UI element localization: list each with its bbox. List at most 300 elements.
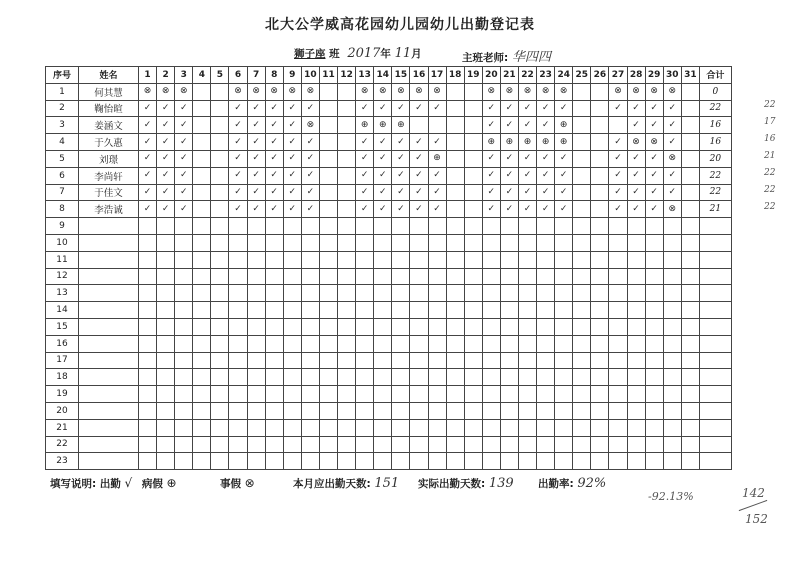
attendance-cell <box>555 419 573 436</box>
attendance-cell <box>464 453 482 470</box>
attendance-cell <box>374 218 392 235</box>
attendance-cell <box>573 201 591 218</box>
attendance-cell <box>211 369 229 386</box>
attendance-cell <box>518 369 536 386</box>
attendance-cell <box>663 251 681 268</box>
attendance-cell: ✓ <box>374 184 392 201</box>
attendance-cell <box>211 251 229 268</box>
form-title: 北大公学威高花园幼儿园幼儿出勤登记表 <box>265 17 535 33</box>
table-row <box>46 184 732 201</box>
table-row <box>46 218 732 235</box>
attendance-cell <box>627 251 645 268</box>
attendance-cell <box>338 117 356 134</box>
attendance-cell <box>157 369 175 386</box>
attendance-cell <box>681 268 699 285</box>
attendance-cell <box>573 285 591 302</box>
attendance-cell <box>518 218 536 235</box>
student-name: 刘璟 <box>79 150 139 167</box>
attendance-cell <box>392 386 410 403</box>
attendance-cell <box>573 117 591 134</box>
attendance-cell <box>338 268 356 285</box>
attendance-cell: ✓ <box>283 117 301 134</box>
attendance-cell <box>681 201 699 218</box>
attendance-cell <box>157 453 175 470</box>
attendance-cell <box>319 419 337 436</box>
attendance-cell <box>157 218 175 235</box>
table-row <box>46 402 732 419</box>
attendance-cell <box>193 453 211 470</box>
attendance-cell <box>211 453 229 470</box>
table-row <box>46 386 732 403</box>
header-day: 6 <box>229 67 247 84</box>
attendance-cell <box>211 436 229 453</box>
attendance-cell <box>319 218 337 235</box>
attendance-cell <box>211 419 229 436</box>
attendance-cell <box>410 268 428 285</box>
student-name: 鞠怡暄 <box>79 100 139 117</box>
attendance-cell <box>175 386 193 403</box>
row-number: 12 <box>46 268 79 285</box>
header-day: 5 <box>211 67 229 84</box>
teacher-label: 主班老师: <box>462 52 509 64</box>
student-name <box>79 352 139 369</box>
attendance-cell <box>410 352 428 369</box>
attendance-cell: ⊗ <box>301 83 319 100</box>
rate-label: 出勤率: <box>538 478 574 490</box>
student-name <box>79 386 139 403</box>
attendance-cell: ✓ <box>627 100 645 117</box>
attendance-cell: ✓ <box>265 150 283 167</box>
attendance-cell <box>573 100 591 117</box>
attendance-cell <box>663 285 681 302</box>
attendance-cell <box>645 419 663 436</box>
attendance-cell <box>247 369 265 386</box>
table-row <box>46 335 732 352</box>
attendance-cell <box>591 83 609 100</box>
attendance-cell <box>265 218 283 235</box>
attendance-cell <box>500 419 518 436</box>
row-total <box>699 268 731 285</box>
attendance-cell: ⊕ <box>428 150 446 167</box>
attendance-cell <box>482 234 500 251</box>
attendance-cell: ✓ <box>301 201 319 218</box>
attendance-cell <box>446 251 464 268</box>
table-row <box>46 83 732 100</box>
attendance-cell <box>482 419 500 436</box>
attendance-cell <box>319 234 337 251</box>
header-day: 27 <box>609 67 627 84</box>
attendance-cell <box>482 335 500 352</box>
attendance-cell <box>392 352 410 369</box>
attendance-cell: ✓ <box>247 201 265 218</box>
student-name <box>79 453 139 470</box>
attendance-cell <box>555 234 573 251</box>
year-value: 2017 <box>347 46 381 61</box>
attendance-cell <box>609 302 627 319</box>
attendance-cell <box>428 218 446 235</box>
attendance-cell <box>428 419 446 436</box>
student-name <box>79 268 139 285</box>
student-name: 于久惠 <box>79 134 139 151</box>
attendance-cell <box>609 453 627 470</box>
attendance-cell <box>482 386 500 403</box>
header-day: 7 <box>247 67 265 84</box>
sick-symbol: ⊕ <box>166 476 177 490</box>
attendance-cell <box>627 402 645 419</box>
attendance-cell <box>464 218 482 235</box>
row-number: 11 <box>46 251 79 268</box>
attendance-cell <box>555 386 573 403</box>
attendance-cell <box>609 117 627 134</box>
attendance-cell <box>410 302 428 319</box>
attendance-cell <box>319 251 337 268</box>
row-number: 8 <box>46 201 79 218</box>
attendance-cell <box>464 436 482 453</box>
attendance-cell <box>410 285 428 302</box>
attendance-cell <box>193 268 211 285</box>
attendance-cell <box>645 386 663 403</box>
attendance-cell: ✓ <box>356 184 374 201</box>
attendance-table <box>45 66 732 470</box>
attendance-cell <box>338 167 356 184</box>
attendance-cell <box>338 150 356 167</box>
attendance-cell <box>591 352 609 369</box>
row-number: 2 <box>46 100 79 117</box>
attendance-cell <box>374 419 392 436</box>
header-day: 22 <box>518 67 536 84</box>
attendance-cell <box>374 386 392 403</box>
attendance-cell <box>229 369 247 386</box>
header-day: 20 <box>482 67 500 84</box>
attendance-cell <box>681 402 699 419</box>
row-number: 6 <box>46 167 79 184</box>
attendance-cell <box>139 268 157 285</box>
attendance-cell: ⊗ <box>374 83 392 100</box>
header-day: 16 <box>410 67 428 84</box>
attendance-cell: ✓ <box>175 100 193 117</box>
attendance-cell: ⊗ <box>555 83 573 100</box>
attendance-cell <box>464 167 482 184</box>
attendance-cell: ✓ <box>139 184 157 201</box>
attendance-cell: ⊗ <box>663 83 681 100</box>
attendance-cell: ✓ <box>627 184 645 201</box>
attendance-cell <box>573 234 591 251</box>
attendance-cell <box>663 419 681 436</box>
attendance-cell <box>265 234 283 251</box>
attendance-cell <box>139 352 157 369</box>
attendance-cell <box>645 453 663 470</box>
attendance-cell <box>410 419 428 436</box>
attendance-cell <box>265 335 283 352</box>
attendance-cell: ✓ <box>247 184 265 201</box>
attendance-cell <box>356 285 374 302</box>
attendance-cell <box>193 117 211 134</box>
side-note: 22 <box>764 185 776 195</box>
row-total: 0 <box>699 83 731 100</box>
attendance-cell <box>609 335 627 352</box>
attendance-cell: ✓ <box>482 100 500 117</box>
attendance-cell: ⊗ <box>537 83 555 100</box>
attendance-cell <box>175 318 193 335</box>
attendance-cell <box>555 218 573 235</box>
attendance-cell <box>428 453 446 470</box>
attendance-cell <box>392 436 410 453</box>
attendance-cell <box>500 402 518 419</box>
attendance-cell <box>645 268 663 285</box>
expected-label: 本月应出勤天数: <box>293 478 371 490</box>
attendance-cell <box>681 134 699 151</box>
attendance-cell <box>356 419 374 436</box>
attendance-cell: ✓ <box>663 100 681 117</box>
attendance-cell <box>537 218 555 235</box>
attendance-cell <box>518 251 536 268</box>
attendance-cell <box>374 234 392 251</box>
attendance-cell <box>193 285 211 302</box>
attendance-cell <box>374 318 392 335</box>
attendance-cell: ✓ <box>247 100 265 117</box>
attendance-cell <box>193 335 211 352</box>
attendance-cell <box>663 402 681 419</box>
student-name <box>79 335 139 352</box>
attendance-cell: ✓ <box>392 100 410 117</box>
attendance-cell: ✓ <box>392 184 410 201</box>
attendance-cell <box>175 402 193 419</box>
attendance-cell <box>211 150 229 167</box>
attendance-cell <box>175 352 193 369</box>
row-total: 22 <box>699 100 731 117</box>
attendance-cell <box>301 419 319 436</box>
attendance-cell <box>428 117 446 134</box>
attendance-cell <box>229 218 247 235</box>
attendance-cell <box>193 234 211 251</box>
attendance-cell: ✓ <box>229 117 247 134</box>
attendance-cell <box>175 285 193 302</box>
attendance-cell: ✓ <box>139 167 157 184</box>
attendance-cell <box>338 335 356 352</box>
table-row <box>46 302 732 319</box>
attendance-cell <box>338 285 356 302</box>
attendance-cell: ✓ <box>247 150 265 167</box>
attendance-cell <box>627 268 645 285</box>
header-day: 2 <box>157 67 175 84</box>
attendance-cell <box>211 184 229 201</box>
attendance-cell: ✓ <box>663 117 681 134</box>
attendance-cell <box>645 352 663 369</box>
attendance-cell: ✓ <box>518 184 536 201</box>
attendance-cell <box>356 234 374 251</box>
attendance-cell <box>591 453 609 470</box>
attendance-cell <box>265 436 283 453</box>
attendance-cell <box>482 218 500 235</box>
attendance-cell <box>428 386 446 403</box>
attendance-cell <box>193 402 211 419</box>
attendance-cell <box>663 218 681 235</box>
attendance-cell <box>681 335 699 352</box>
attendance-cell <box>356 386 374 403</box>
attendance-cell <box>500 386 518 403</box>
attendance-cell <box>446 201 464 218</box>
attendance-cell <box>356 302 374 319</box>
attendance-cell <box>663 386 681 403</box>
row-total <box>699 386 731 403</box>
attendance-cell: ✓ <box>139 117 157 134</box>
attendance-cell: ✓ <box>229 134 247 151</box>
attendance-cell <box>464 369 482 386</box>
row-total <box>699 251 731 268</box>
attendance-cell: ✓ <box>374 201 392 218</box>
attendance-cell <box>464 234 482 251</box>
row-total <box>699 419 731 436</box>
attendance-cell <box>500 335 518 352</box>
student-name <box>79 251 139 268</box>
attendance-cell <box>356 453 374 470</box>
header-day: 25 <box>573 67 591 84</box>
attendance-cell: ⊗ <box>645 134 663 151</box>
attendance-cell: ✓ <box>283 167 301 184</box>
attendance-cell <box>573 167 591 184</box>
attendance-cell <box>482 369 500 386</box>
attendance-cell <box>319 184 337 201</box>
attendance-cell <box>446 386 464 403</box>
attendance-cell <box>518 335 536 352</box>
attendance-cell <box>374 285 392 302</box>
attendance-cell <box>157 268 175 285</box>
attendance-cell <box>464 100 482 117</box>
attendance-cell: ⊗ <box>410 83 428 100</box>
attendance-cell <box>482 285 500 302</box>
attendance-cell <box>283 352 301 369</box>
attendance-cell <box>464 134 482 151</box>
row-number: 18 <box>46 369 79 386</box>
attendance-cell <box>139 419 157 436</box>
attendance-cell <box>338 419 356 436</box>
attendance-cell <box>482 268 500 285</box>
attendance-cell <box>555 352 573 369</box>
header-day: 24 <box>555 67 573 84</box>
row-total <box>699 402 731 419</box>
row-number: 3 <box>46 117 79 134</box>
attendance-cell: ✓ <box>283 134 301 151</box>
attendance-cell <box>555 453 573 470</box>
attendance-cell <box>446 100 464 117</box>
row-total: 22 <box>699 184 731 201</box>
attendance-cell: ✓ <box>157 184 175 201</box>
attendance-cell <box>591 335 609 352</box>
attendance-cell <box>446 436 464 453</box>
attendance-cell <box>392 268 410 285</box>
attendance-cell: ⊗ <box>663 201 681 218</box>
attendance-cell <box>464 251 482 268</box>
attendance-cell <box>410 402 428 419</box>
attendance-cell <box>627 335 645 352</box>
attendance-cell <box>428 268 446 285</box>
attendance-cell: ✓ <box>175 184 193 201</box>
attendance-cell <box>157 234 175 251</box>
attendance-cell <box>500 436 518 453</box>
attendance-cell: ✓ <box>609 201 627 218</box>
attendance-cell: ✓ <box>500 117 518 134</box>
attendance-cell: ✓ <box>229 100 247 117</box>
attendance-cell: ✓ <box>283 100 301 117</box>
row-number: 17 <box>46 352 79 369</box>
attendance-cell <box>392 335 410 352</box>
attendance-cell <box>609 268 627 285</box>
attendance-cell <box>627 419 645 436</box>
header-day: 21 <box>500 67 518 84</box>
row-number: 13 <box>46 285 79 302</box>
attendance-cell <box>555 369 573 386</box>
row-number: 1 <box>46 83 79 100</box>
attendance-cell <box>139 218 157 235</box>
margin-fraction-bottom: 152 <box>745 512 768 526</box>
attendance-cell <box>157 285 175 302</box>
attendance-cell: ✓ <box>482 167 500 184</box>
attendance-cell: ⊗ <box>356 83 374 100</box>
attendance-cell <box>319 402 337 419</box>
attendance-cell <box>301 453 319 470</box>
attendance-cell <box>211 402 229 419</box>
attendance-cell <box>555 268 573 285</box>
attendance-cell: ✓ <box>175 167 193 184</box>
attendance-cell <box>681 453 699 470</box>
row-number: 10 <box>46 234 79 251</box>
attendance-cell <box>247 302 265 319</box>
attendance-cell: ✓ <box>609 134 627 151</box>
attendance-cell <box>591 402 609 419</box>
attendance-cell <box>157 402 175 419</box>
attendance-cell <box>175 218 193 235</box>
attendance-cell <box>446 150 464 167</box>
attendance-cell: ✓ <box>482 117 500 134</box>
table-row <box>46 352 732 369</box>
attendance-cell <box>265 402 283 419</box>
attendance-cell: ✓ <box>500 201 518 218</box>
attendance-cell: ✓ <box>301 167 319 184</box>
attendance-cell <box>573 369 591 386</box>
attendance-cell <box>193 436 211 453</box>
student-name <box>79 369 139 386</box>
attendance-cell <box>319 201 337 218</box>
margin-calc-note: -92.13% <box>648 490 694 503</box>
attendance-cell <box>609 419 627 436</box>
row-number: 5 <box>46 150 79 167</box>
attendance-cell <box>356 251 374 268</box>
attendance-cell <box>537 436 555 453</box>
row-total: 16 <box>699 117 731 134</box>
attendance-cell <box>446 134 464 151</box>
attendance-cell <box>338 302 356 319</box>
attendance-cell <box>139 318 157 335</box>
attendance-cell <box>645 436 663 453</box>
attendance-cell: ✓ <box>500 167 518 184</box>
attendance-cell <box>681 184 699 201</box>
attendance-cell <box>518 302 536 319</box>
attendance-cell <box>428 436 446 453</box>
attendance-cell <box>428 251 446 268</box>
attendance-cell: ✓ <box>229 201 247 218</box>
attendance-cell: ✓ <box>374 134 392 151</box>
attendance-cell <box>338 83 356 100</box>
attendance-cell <box>283 218 301 235</box>
attendance-cell <box>537 419 555 436</box>
attendance-cell <box>464 268 482 285</box>
attendance-cell <box>428 369 446 386</box>
attendance-cell <box>446 117 464 134</box>
table-row <box>46 436 732 453</box>
attendance-cell: ✓ <box>410 201 428 218</box>
header-day: 8 <box>265 67 283 84</box>
attendance-cell: ✓ <box>157 134 175 151</box>
